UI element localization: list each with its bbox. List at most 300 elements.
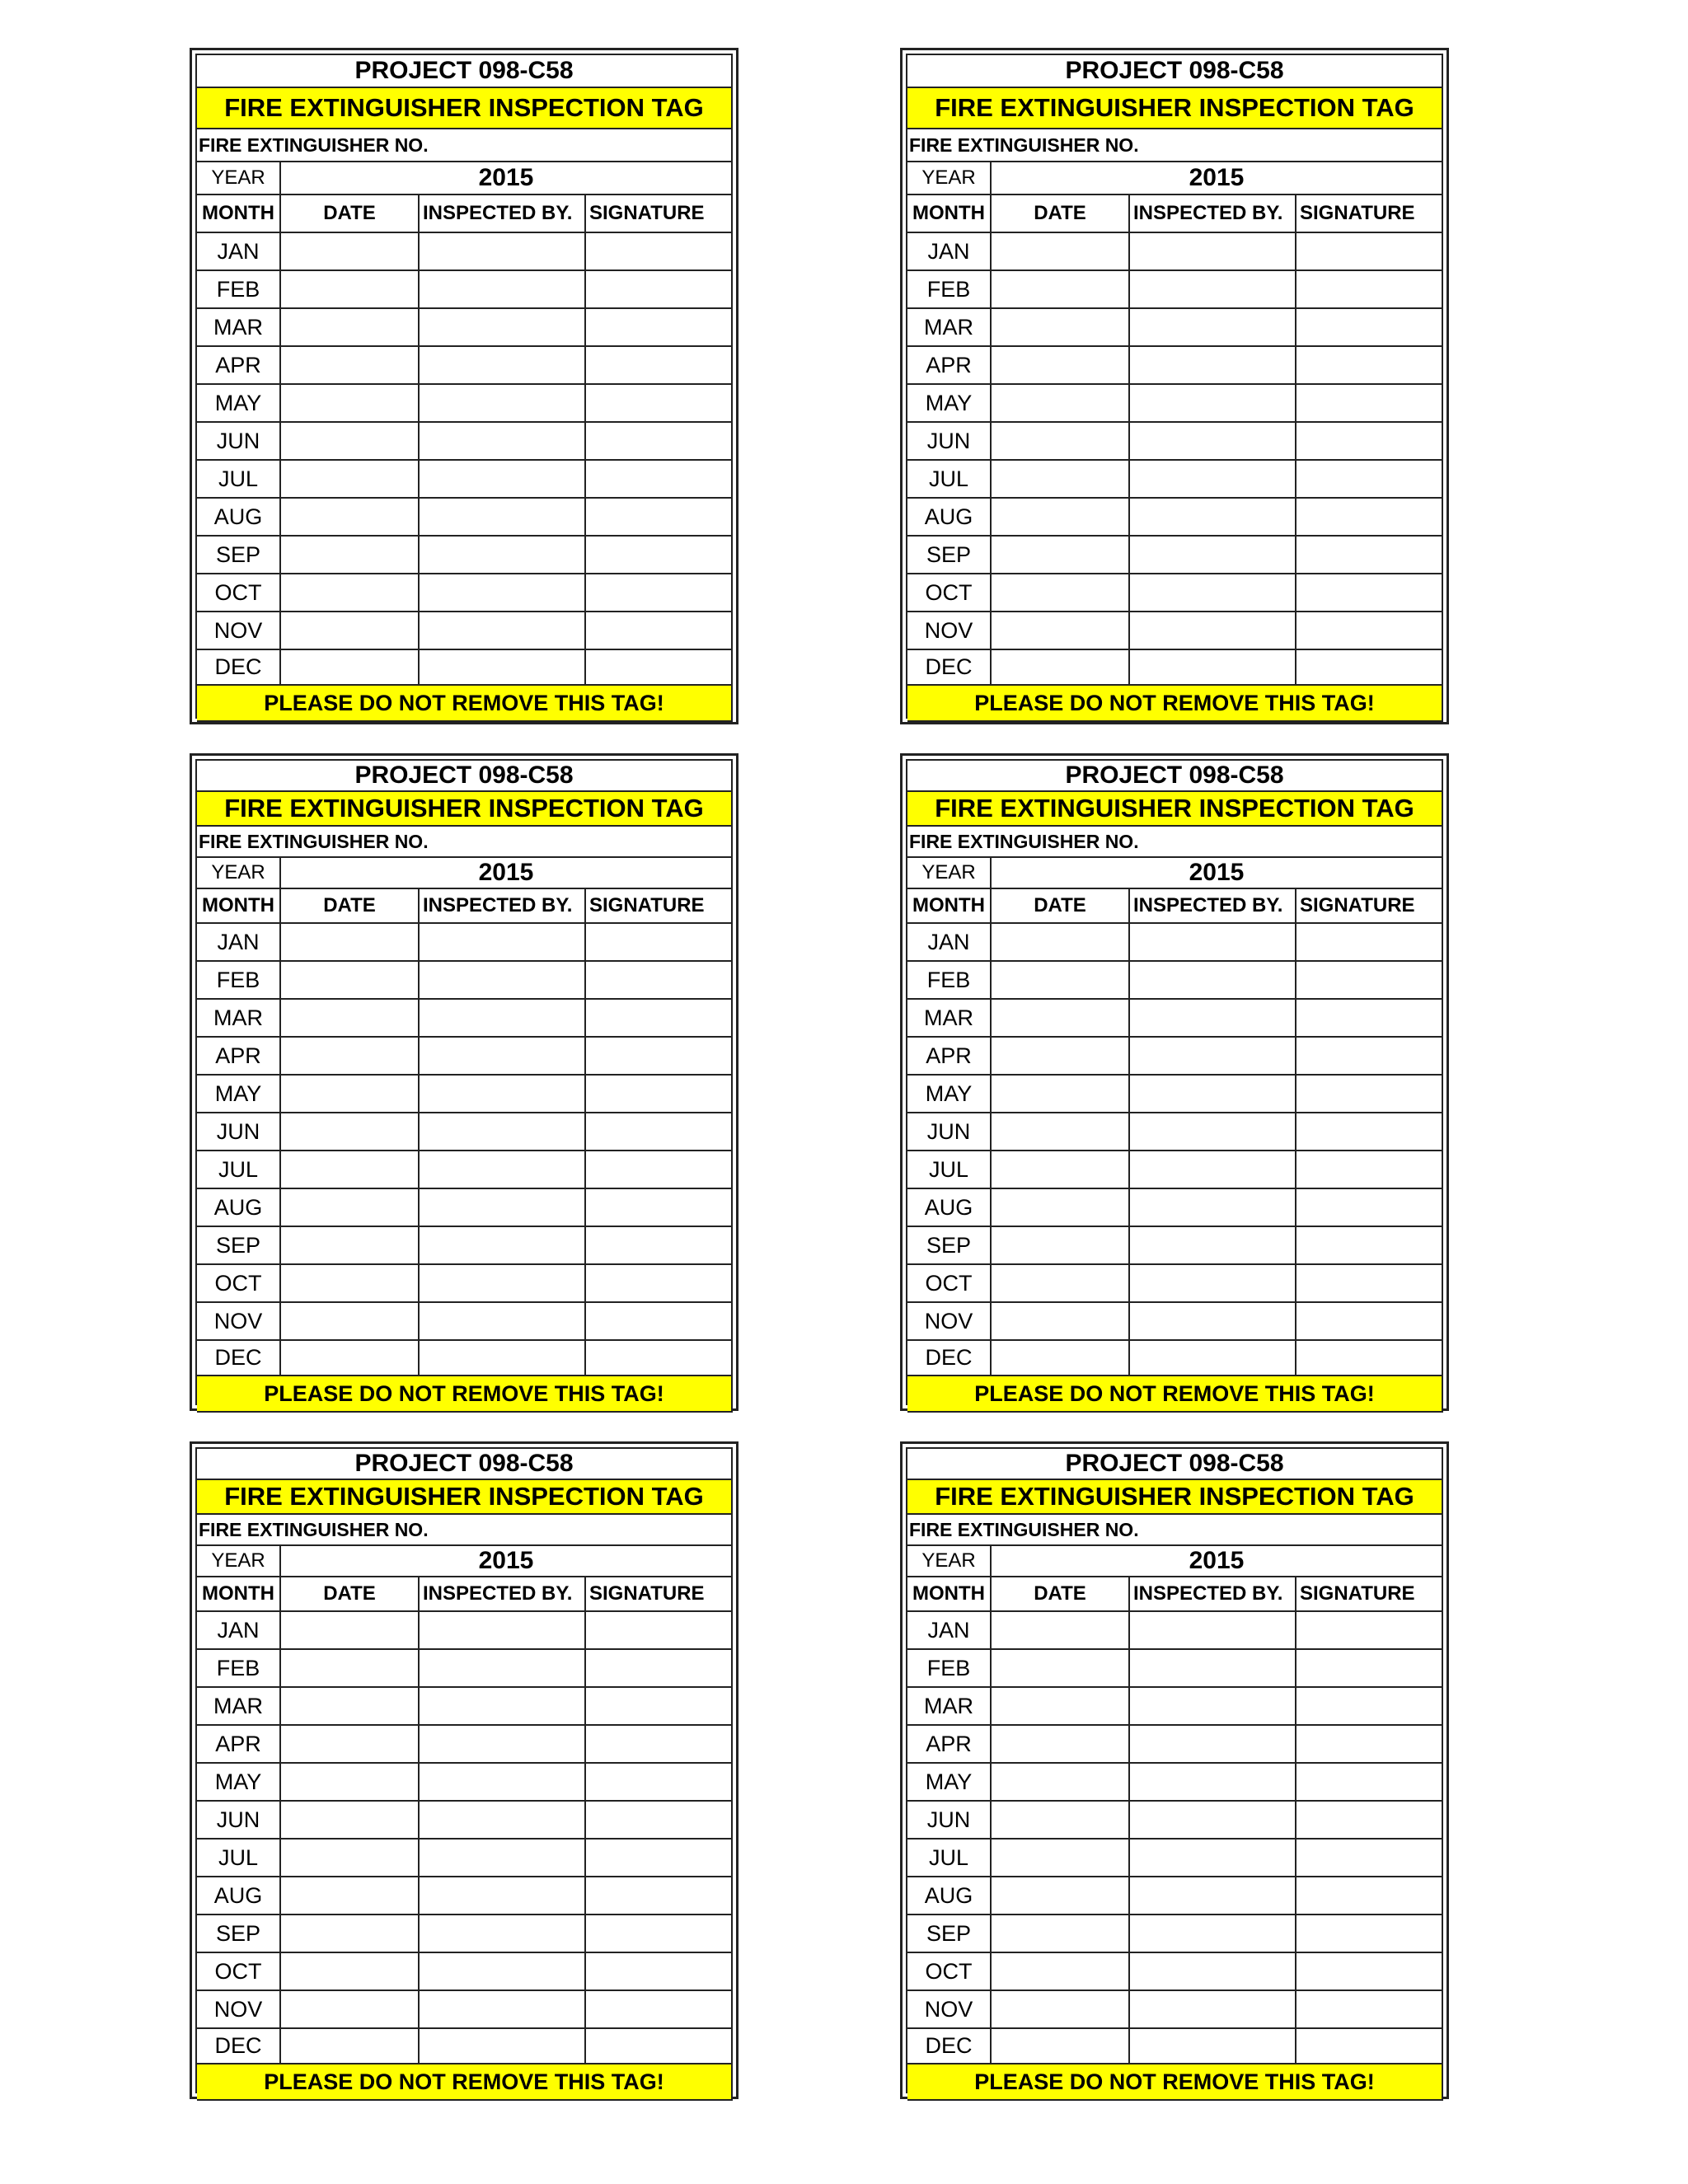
date-cell[interactable]: [992, 347, 1130, 385]
inspected-by-cell[interactable]: [1130, 347, 1296, 385]
signature-cell[interactable]: [586, 1612, 733, 1650]
year-label: YEAR: [907, 1546, 992, 1577]
signature-cell[interactable]: [1296, 499, 1443, 537]
signature-cell[interactable]: [586, 962, 733, 1000]
date-cell[interactable]: [281, 2029, 420, 2064]
column-header-inspected-by: INSPECTED BY.: [1130, 889, 1296, 924]
signature-cell[interactable]: [1296, 385, 1443, 423]
date-cell[interactable]: [281, 1650, 420, 1688]
month-label: JUN: [907, 1802, 992, 1840]
inspected-by-cell[interactable]: [420, 309, 586, 347]
signature-cell[interactable]: [586, 1189, 733, 1227]
month-label: JAN: [197, 233, 281, 271]
month-label: DEC: [907, 1341, 992, 1376]
signature-cell[interactable]: [586, 461, 733, 499]
signature-cell[interactable]: [1296, 612, 1443, 650]
date-cell[interactable]: [281, 612, 420, 650]
date-cell[interactable]: [281, 537, 420, 574]
date-cell[interactable]: [992, 233, 1130, 271]
date-cell[interactable]: [992, 1000, 1130, 1038]
column-header-month: MONTH: [907, 195, 992, 233]
inspected-by-cell[interactable]: [1130, 1650, 1296, 1688]
inspected-by-cell[interactable]: [420, 612, 586, 650]
date-cell[interactable]: [281, 1991, 420, 2029]
date-cell[interactable]: [992, 1303, 1130, 1341]
date-cell[interactable]: [281, 385, 420, 423]
column-header-date: DATE: [281, 889, 420, 924]
date-cell[interactable]: [281, 1877, 420, 1915]
month-label: NOV: [197, 612, 281, 650]
signature-cell[interactable]: [1296, 962, 1443, 1000]
inspected-by-cell[interactable]: [420, 1000, 586, 1038]
date-cell[interactable]: [992, 499, 1130, 537]
column-header-inspected-by: INSPECTED BY.: [420, 889, 586, 924]
inspected-by-cell[interactable]: [420, 574, 586, 612]
month-label: NOV: [197, 1991, 281, 2029]
month-label: DEC: [197, 2029, 281, 2064]
signature-cell[interactable]: [1296, 924, 1443, 962]
signature-cell[interactable]: [586, 1227, 733, 1265]
inspected-by-cell[interactable]: [1130, 1991, 1296, 2029]
inspected-by-cell[interactable]: [420, 1726, 586, 1764]
inspected-by-cell[interactable]: [420, 271, 586, 309]
date-cell[interactable]: [992, 1612, 1130, 1650]
inspected-by-cell[interactable]: [1130, 385, 1296, 423]
inspected-by-cell[interactable]: [420, 1840, 586, 1877]
month-label: SEP: [907, 537, 992, 574]
date-cell[interactable]: [281, 271, 420, 309]
signature-cell[interactable]: [586, 574, 733, 612]
month-label: JUN: [907, 1113, 992, 1151]
month-label: SEP: [197, 537, 281, 574]
month-label: APR: [907, 347, 992, 385]
signature-cell[interactable]: [586, 385, 733, 423]
inspected-by-cell[interactable]: [420, 385, 586, 423]
month-label: JAN: [197, 1612, 281, 1650]
date-cell[interactable]: [992, 574, 1130, 612]
inspected-by-cell[interactable]: [420, 1189, 586, 1227]
column-header-month: MONTH: [907, 889, 992, 924]
inspected-by-cell[interactable]: [420, 1303, 586, 1341]
date-cell[interactable]: [992, 385, 1130, 423]
date-cell[interactable]: [281, 1688, 420, 1726]
project-title: PROJECT 098-C58: [907, 761, 1443, 792]
signature-cell[interactable]: [1296, 1189, 1443, 1227]
month-label: DEC: [197, 650, 281, 686]
inspected-by-cell[interactable]: [420, 537, 586, 574]
date-cell[interactable]: [992, 1076, 1130, 1113]
date-cell[interactable]: [281, 233, 420, 271]
month-label: MAY: [197, 385, 281, 423]
signature-cell[interactable]: [1296, 1612, 1443, 1650]
date-cell[interactable]: [992, 1953, 1130, 1991]
signature-cell[interactable]: [1296, 1915, 1443, 1953]
month-label: MAR: [907, 309, 992, 347]
month-label: APR: [197, 1726, 281, 1764]
inspection-tag: [190, 1441, 738, 2099]
month-label: SEP: [907, 1227, 992, 1265]
year-value: 2015: [281, 162, 733, 195]
date-cell[interactable]: [281, 499, 420, 537]
extinguisher-number-label: FIRE EXTINGUISHER NO.: [907, 129, 1443, 162]
inspected-by-cell[interactable]: [1130, 574, 1296, 612]
signature-cell[interactable]: [586, 1000, 733, 1038]
project-title: PROJECT 098-C58: [197, 1449, 733, 1480]
inspected-by-cell[interactable]: [420, 1076, 586, 1113]
date-cell[interactable]: [281, 1000, 420, 1038]
date-cell[interactable]: [281, 1076, 420, 1113]
date-cell[interactable]: [992, 612, 1130, 650]
inspected-by-cell[interactable]: [1130, 2029, 1296, 2064]
signature-cell[interactable]: [586, 924, 733, 962]
date-cell[interactable]: [281, 574, 420, 612]
signature-cell[interactable]: [586, 1265, 733, 1303]
signature-cell[interactable]: [1296, 1113, 1443, 1151]
month-label: JUL: [907, 1840, 992, 1877]
date-cell[interactable]: [281, 1303, 420, 1341]
inspection-tag: [900, 1441, 1449, 2099]
date-cell[interactable]: [281, 347, 420, 385]
date-cell[interactable]: [992, 1840, 1130, 1877]
inspected-by-cell[interactable]: [420, 1612, 586, 1650]
date-cell[interactable]: [992, 309, 1130, 347]
inspected-by-cell[interactable]: [1130, 461, 1296, 499]
inspected-by-cell[interactable]: [1130, 1113, 1296, 1151]
inspected-by-cell[interactable]: [1130, 233, 1296, 271]
year-label: YEAR: [197, 858, 281, 889]
signature-cell[interactable]: [1296, 1341, 1443, 1376]
date-cell[interactable]: [992, 1113, 1130, 1151]
inspected-by-cell[interactable]: [1130, 1877, 1296, 1915]
column-header-month: MONTH: [197, 889, 281, 924]
footer-warning: PLEASE DO NOT REMOVE THIS TAG!: [197, 1376, 733, 1413]
date-cell[interactable]: [281, 1265, 420, 1303]
month-label: AUG: [907, 1877, 992, 1915]
month-label: OCT: [197, 1953, 281, 1991]
inspected-by-cell[interactable]: [420, 650, 586, 686]
date-cell[interactable]: [281, 650, 420, 686]
signature-cell[interactable]: [1296, 1227, 1443, 1265]
date-cell[interactable]: [992, 1991, 1130, 2029]
signature-cell[interactable]: [586, 309, 733, 347]
inspected-by-cell[interactable]: [420, 423, 586, 461]
month-label: FEB: [907, 271, 992, 309]
month-label: MAR: [907, 1000, 992, 1038]
signature-cell[interactable]: [586, 1113, 733, 1151]
signature-cell[interactable]: [1296, 1726, 1443, 1764]
signature-cell[interactable]: [586, 499, 733, 537]
date-cell[interactable]: [992, 1227, 1130, 1265]
inspected-by-cell[interactable]: [420, 1991, 586, 2029]
signature-cell[interactable]: [586, 1991, 733, 2029]
date-cell[interactable]: [992, 271, 1130, 309]
signature-cell[interactable]: [586, 271, 733, 309]
month-label: JUL: [197, 1840, 281, 1877]
extinguisher-number-label: FIRE EXTINGUISHER NO.: [197, 129, 733, 162]
signature-cell[interactable]: [1296, 347, 1443, 385]
date-cell[interactable]: [281, 309, 420, 347]
footer-warning: PLEASE DO NOT REMOVE THIS TAG!: [907, 2064, 1443, 2101]
date-cell[interactable]: [281, 1802, 420, 1840]
date-cell[interactable]: [281, 1840, 420, 1877]
inspected-by-cell[interactable]: [1130, 1612, 1296, 1650]
signature-cell[interactable]: [1296, 1151, 1443, 1189]
signature-cell[interactable]: [1296, 1877, 1443, 1915]
signature-cell[interactable]: [1296, 1265, 1443, 1303]
date-cell[interactable]: [281, 1341, 420, 1376]
project-title: PROJECT 098-C58: [907, 55, 1443, 88]
inspected-by-cell[interactable]: [1130, 1953, 1296, 1991]
inspected-by-cell[interactable]: [1130, 1802, 1296, 1840]
date-cell[interactable]: [281, 1189, 420, 1227]
column-header-date: DATE: [281, 195, 420, 233]
inspected-by-cell[interactable]: [420, 924, 586, 962]
inspected-by-cell[interactable]: [420, 1764, 586, 1802]
date-cell[interactable]: [992, 2029, 1130, 2064]
date-cell[interactable]: [992, 1915, 1130, 1953]
inspected-by-cell[interactable]: [420, 233, 586, 271]
inspected-by-cell[interactable]: [1130, 1764, 1296, 1802]
signature-cell[interactable]: [1296, 537, 1443, 574]
signature-cell[interactable]: [1296, 1764, 1443, 1802]
inspected-by-cell[interactable]: [420, 1227, 586, 1265]
inspected-by-cell[interactable]: [1130, 1840, 1296, 1877]
month-label: JAN: [197, 924, 281, 962]
signature-cell[interactable]: [586, 1840, 733, 1877]
date-cell[interactable]: [281, 924, 420, 962]
inspected-by-cell[interactable]: [420, 1915, 586, 1953]
signature-cell[interactable]: [586, 1688, 733, 1726]
date-cell[interactable]: [992, 1688, 1130, 1726]
signature-cell[interactable]: [586, 1877, 733, 1915]
inspected-by-cell[interactable]: [1130, 1915, 1296, 1953]
date-cell[interactable]: [992, 1341, 1130, 1376]
column-header-date: DATE: [992, 889, 1130, 924]
month-label: MAY: [197, 1076, 281, 1113]
inspection-tag: [900, 48, 1449, 724]
inspected-by-cell[interactable]: [1130, 1227, 1296, 1265]
signature-cell[interactable]: [586, 1726, 733, 1764]
signature-cell[interactable]: [586, 1303, 733, 1341]
date-cell[interactable]: [281, 1764, 420, 1802]
date-cell[interactable]: [992, 461, 1130, 499]
signature-cell[interactable]: [1296, 461, 1443, 499]
date-cell[interactable]: [992, 1764, 1130, 1802]
tag-title: FIRE EXTINGUISHER INSPECTION TAG: [197, 88, 733, 129]
inspected-by-cell[interactable]: [1130, 1688, 1296, 1726]
signature-cell[interactable]: [1296, 1650, 1443, 1688]
inspected-by-cell[interactable]: [420, 1341, 586, 1376]
inspected-by-cell[interactable]: [1130, 650, 1296, 686]
signature-cell[interactable]: [1296, 1688, 1443, 1726]
date-cell[interactable]: [992, 537, 1130, 574]
column-header-date: DATE: [992, 195, 1130, 233]
signature-cell[interactable]: [1296, 233, 1443, 271]
inspected-by-cell[interactable]: [1130, 537, 1296, 574]
date-cell[interactable]: [281, 1227, 420, 1265]
inspected-by-cell[interactable]: [420, 2029, 586, 2064]
footer-warning: PLEASE DO NOT REMOVE THIS TAG!: [907, 1376, 1443, 1413]
signature-cell[interactable]: [1296, 1991, 1443, 2029]
inspection-tag: [190, 753, 738, 1411]
inspected-by-cell[interactable]: [1130, 1303, 1296, 1341]
month-label: FEB: [907, 1650, 992, 1688]
signature-cell[interactable]: [1296, 309, 1443, 347]
month-label: NOV: [907, 1303, 992, 1341]
date-cell[interactable]: [281, 1726, 420, 1764]
signature-cell[interactable]: [586, 1764, 733, 1802]
month-label: DEC: [907, 2029, 992, 2064]
date-cell[interactable]: [281, 1915, 420, 1953]
inspected-by-cell[interactable]: [420, 962, 586, 1000]
inspected-by-cell[interactable]: [420, 1688, 586, 1726]
tag-title: FIRE EXTINGUISHER INSPECTION TAG: [907, 1480, 1443, 1515]
date-cell[interactable]: [281, 1038, 420, 1076]
date-cell[interactable]: [281, 461, 420, 499]
date-cell[interactable]: [992, 1151, 1130, 1189]
month-label: OCT: [907, 1265, 992, 1303]
month-label: OCT: [907, 1953, 992, 1991]
signature-cell[interactable]: [1296, 1953, 1443, 1991]
date-cell[interactable]: [992, 1802, 1130, 1840]
signature-cell[interactable]: [586, 2029, 733, 2064]
month-label: MAR: [197, 1688, 281, 1726]
signature-cell[interactable]: [1296, 423, 1443, 461]
inspected-by-cell[interactable]: [1130, 423, 1296, 461]
inspected-by-cell[interactable]: [420, 1038, 586, 1076]
signature-cell[interactable]: [586, 537, 733, 574]
date-cell[interactable]: [992, 962, 1130, 1000]
month-label: OCT: [907, 574, 992, 612]
signature-cell[interactable]: [586, 423, 733, 461]
date-cell[interactable]: [992, 1650, 1130, 1688]
column-header-inspected-by: INSPECTED BY.: [1130, 1577, 1296, 1612]
signature-cell[interactable]: [1296, 1076, 1443, 1113]
inspected-by-cell[interactable]: [420, 1113, 586, 1151]
column-header-month: MONTH: [907, 1577, 992, 1612]
project-title: PROJECT 098-C58: [197, 55, 733, 88]
tag-title: FIRE EXTINGUISHER INSPECTION TAG: [907, 792, 1443, 827]
month-label: MAY: [907, 1764, 992, 1802]
inspected-by-cell[interactable]: [1130, 499, 1296, 537]
year-value: 2015: [992, 858, 1443, 889]
inspected-by-cell[interactable]: [1130, 1265, 1296, 1303]
date-cell[interactable]: [281, 1113, 420, 1151]
month-label: MAR: [907, 1688, 992, 1726]
signature-cell[interactable]: [586, 1151, 733, 1189]
month-label: JUN: [197, 423, 281, 461]
year-label: YEAR: [197, 162, 281, 195]
inspected-by-cell[interactable]: [1130, 612, 1296, 650]
date-cell[interactable]: [992, 650, 1130, 686]
date-cell[interactable]: [992, 1189, 1130, 1227]
month-label: SEP: [197, 1915, 281, 1953]
inspected-by-cell[interactable]: [420, 1953, 586, 1991]
signature-cell[interactable]: [586, 1802, 733, 1840]
date-cell[interactable]: [992, 1877, 1130, 1915]
date-cell[interactable]: [992, 1265, 1130, 1303]
inspected-by-cell[interactable]: [420, 461, 586, 499]
inspected-by-cell[interactable]: [1130, 1000, 1296, 1038]
inspected-by-cell[interactable]: [1130, 962, 1296, 1000]
footer-warning: PLEASE DO NOT REMOVE THIS TAG!: [907, 686, 1443, 722]
signature-cell[interactable]: [1296, 1038, 1443, 1076]
date-cell[interactable]: [992, 1038, 1130, 1076]
signature-cell[interactable]: [1296, 1802, 1443, 1840]
inspected-by-cell[interactable]: [1130, 1038, 1296, 1076]
inspected-by-cell[interactable]: [1130, 271, 1296, 309]
date-cell[interactable]: [281, 1151, 420, 1189]
date-cell[interactable]: [281, 1953, 420, 1991]
month-label: OCT: [197, 1265, 281, 1303]
date-cell[interactable]: [992, 1726, 1130, 1764]
signature-cell[interactable]: [586, 1076, 733, 1113]
signature-cell[interactable]: [586, 233, 733, 271]
signature-cell[interactable]: [1296, 271, 1443, 309]
month-label: JUL: [907, 461, 992, 499]
signature-cell[interactable]: [586, 1915, 733, 1953]
tag-title: FIRE EXTINGUISHER INSPECTION TAG: [907, 88, 1443, 129]
signature-cell[interactable]: [586, 1341, 733, 1376]
signature-cell[interactable]: [1296, 1303, 1443, 1341]
column-header-inspected-by: INSPECTED BY.: [420, 1577, 586, 1612]
inspected-by-cell[interactable]: [420, 1802, 586, 1840]
signature-cell[interactable]: [586, 612, 733, 650]
inspected-by-cell[interactable]: [1130, 309, 1296, 347]
month-label: JUL: [907, 1151, 992, 1189]
signature-cell[interactable]: [1296, 2029, 1443, 2064]
signature-cell[interactable]: [1296, 1000, 1443, 1038]
month-label: AUG: [197, 499, 281, 537]
signature-cell[interactable]: [586, 1038, 733, 1076]
signature-cell[interactable]: [1296, 650, 1443, 686]
year-value: 2015: [992, 162, 1443, 195]
inspected-by-cell[interactable]: [420, 1265, 586, 1303]
inspected-by-cell[interactable]: [1130, 924, 1296, 962]
signature-cell[interactable]: [586, 1953, 733, 1991]
inspected-by-cell[interactable]: [420, 1877, 586, 1915]
signature-cell[interactable]: [586, 650, 733, 686]
signature-cell[interactable]: [1296, 1840, 1443, 1877]
month-label: SEP: [907, 1915, 992, 1953]
date-cell[interactable]: [992, 423, 1130, 461]
inspected-by-cell[interactable]: [420, 1650, 586, 1688]
year-value: 2015: [281, 858, 733, 889]
year-label: YEAR: [907, 162, 992, 195]
inspected-by-cell[interactable]: [420, 347, 586, 385]
inspected-by-cell[interactable]: [1130, 1151, 1296, 1189]
extinguisher-number-label: FIRE EXTINGUISHER NO.: [907, 1515, 1443, 1546]
year-value: 2015: [281, 1546, 733, 1577]
inspected-by-cell[interactable]: [420, 499, 586, 537]
month-label: MAY: [907, 1076, 992, 1113]
inspected-by-cell[interactable]: [1130, 1726, 1296, 1764]
date-cell[interactable]: [992, 924, 1130, 962]
date-cell[interactable]: [281, 1612, 420, 1650]
date-cell[interactable]: [281, 423, 420, 461]
inspected-by-cell[interactable]: [1130, 1341, 1296, 1376]
inspected-by-cell[interactable]: [420, 1151, 586, 1189]
signature-cell[interactable]: [586, 347, 733, 385]
year-label: YEAR: [197, 1546, 281, 1577]
signature-cell[interactable]: [586, 1650, 733, 1688]
inspected-by-cell[interactable]: [1130, 1076, 1296, 1113]
month-label: NOV: [197, 1303, 281, 1341]
date-cell[interactable]: [281, 962, 420, 1000]
signature-cell[interactable]: [1296, 574, 1443, 612]
project-title: PROJECT 098-C58: [197, 761, 733, 792]
inspected-by-cell[interactable]: [1130, 1189, 1296, 1227]
